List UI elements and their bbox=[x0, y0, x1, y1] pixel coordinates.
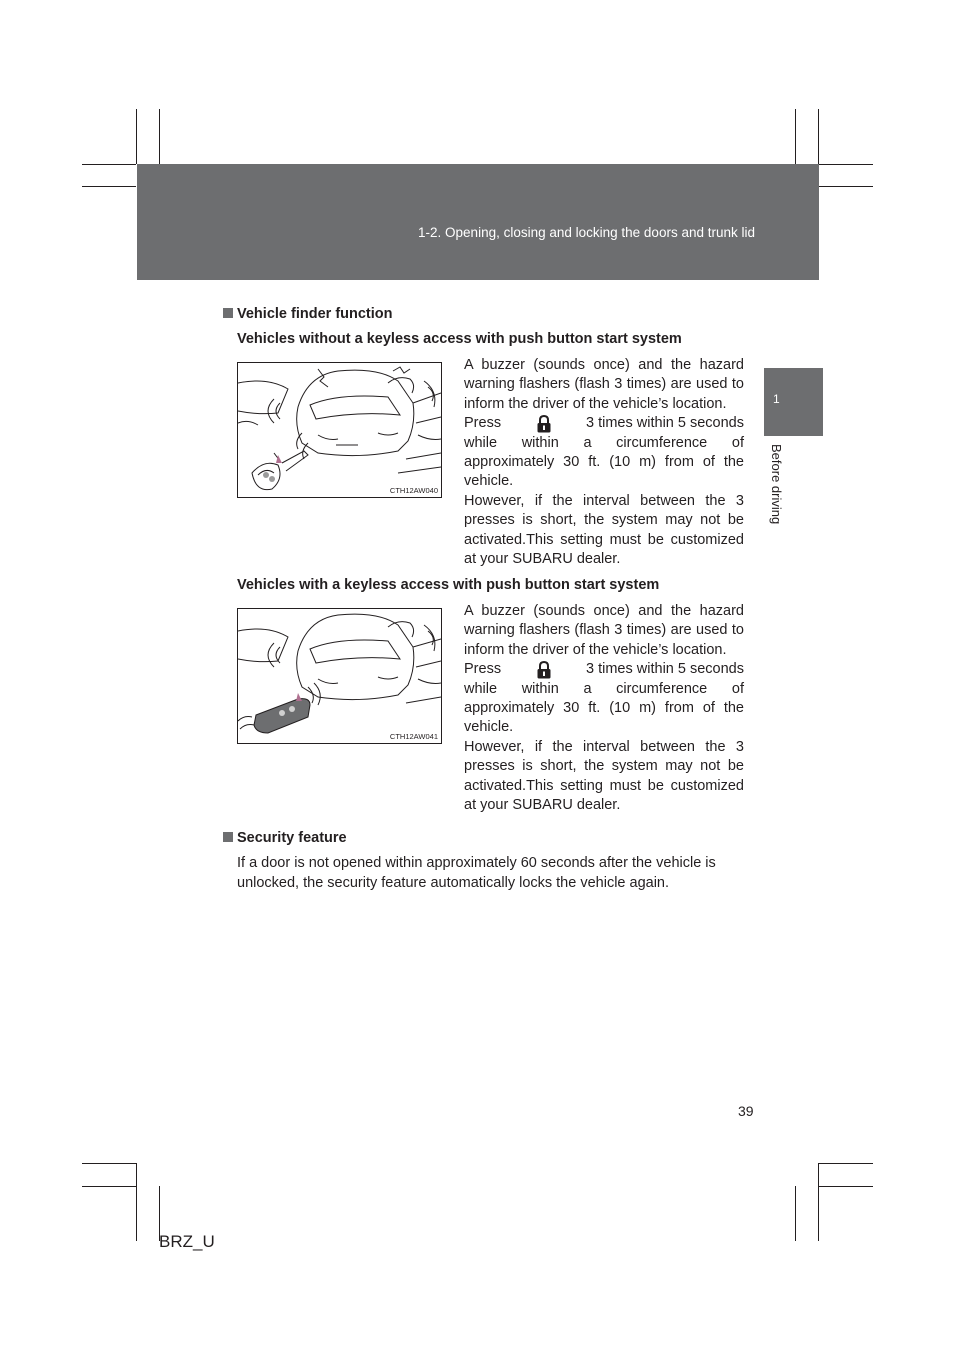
vehicle-finder-heading: Vehicle finder function bbox=[223, 306, 393, 322]
crop-mark bbox=[818, 109, 819, 164]
chapter-label: Before driving bbox=[769, 444, 784, 525]
security-feature-heading: Security feature bbox=[223, 830, 347, 846]
description-text: A buzzer (sounds once) and the hazard warning flashers (flash 3 times) are used to inform the driver of the vehicle’s location. bbox=[464, 603, 744, 658]
square-bullet-icon bbox=[223, 308, 233, 318]
press-word: Press bbox=[464, 661, 502, 678]
key-button-icon bbox=[279, 710, 285, 716]
press-arrow-icon bbox=[296, 693, 302, 701]
lock-icon bbox=[536, 661, 552, 679]
crop-mark bbox=[819, 1186, 873, 1187]
crop-mark bbox=[159, 109, 160, 164]
security-feature-text: If a door is not opened within approximately 60 seconds after the vehicle is unlocked, the security feature automatically locks the vehicle again. bbox=[237, 855, 716, 891]
header-band bbox=[137, 164, 819, 280]
crop-mark bbox=[818, 1163, 819, 1241]
chapter-tab bbox=[764, 368, 823, 436]
with-keyless-description bbox=[464, 602, 744, 815]
chapter-number: 1 bbox=[773, 392, 780, 406]
press-condition-text: while within a circumference of approximately 30 ft. (10 m) from of the vehicle. bbox=[464, 680, 744, 736]
crop-mark bbox=[819, 186, 873, 187]
key-button-icon bbox=[289, 706, 295, 712]
without-keyless-description bbox=[464, 356, 744, 569]
car-with-key-illustration bbox=[238, 363, 441, 497]
crop-mark bbox=[819, 164, 873, 165]
crop-mark bbox=[136, 109, 137, 164]
key-button-icon bbox=[263, 472, 269, 478]
car-with-access-key-illustration bbox=[238, 609, 441, 743]
crop-mark bbox=[795, 109, 796, 164]
crop-mark bbox=[82, 164, 136, 165]
interval-note-text: However, if the interval between the 3 presses is short, the system may not be activated.This setting must be customized at your SUBARU dealer. bbox=[464, 492, 744, 568]
crop-mark bbox=[82, 1186, 136, 1187]
press-line bbox=[464, 414, 744, 433]
crop-mark bbox=[819, 1163, 873, 1164]
image-code: CTH12AW041 bbox=[389, 732, 438, 741]
illustration-access-key bbox=[237, 608, 442, 744]
press-word: Press bbox=[464, 415, 502, 432]
crop-mark bbox=[136, 1163, 137, 1241]
press-condition-text: while within a circumference of approximately 30 ft. (10 m) from of the vehicle. bbox=[464, 434, 744, 490]
description-text: A buzzer (sounds once) and the hazard warning flashers (flash 3 times) are used to inform the driver of the vehicle’s location. bbox=[464, 357, 744, 412]
crop-mark bbox=[82, 186, 136, 187]
key-button-icon bbox=[269, 476, 275, 482]
page-number: 39 bbox=[738, 1103, 754, 1119]
square-bullet-icon bbox=[223, 832, 233, 842]
press-count-text: 3 times within 5 seconds bbox=[586, 661, 744, 678]
press-line bbox=[464, 660, 744, 679]
press-count-text: 3 times within 5 seconds bbox=[586, 415, 744, 432]
with-keyless-subheading: Vehicles with a keyless access with push button start system bbox=[237, 577, 660, 593]
crop-mark bbox=[795, 1186, 796, 1241]
illustration-key-remote bbox=[237, 362, 442, 498]
model-code: BRZ_U bbox=[159, 1232, 215, 1251]
lock-icon bbox=[536, 415, 552, 433]
crop-mark bbox=[82, 1163, 136, 1164]
interval-note-text: However, if the interval between the 3 presses is short, the system may not be activated.This setting must be customized at your SUBARU dealer. bbox=[464, 738, 744, 814]
without-keyless-subheading: Vehicles without a keyless access with push button start system bbox=[237, 331, 682, 347]
image-code: CTH12AW040 bbox=[389, 486, 438, 495]
section-title: 1-2. Opening, closing and locking the doors and trunk lid bbox=[418, 225, 755, 240]
